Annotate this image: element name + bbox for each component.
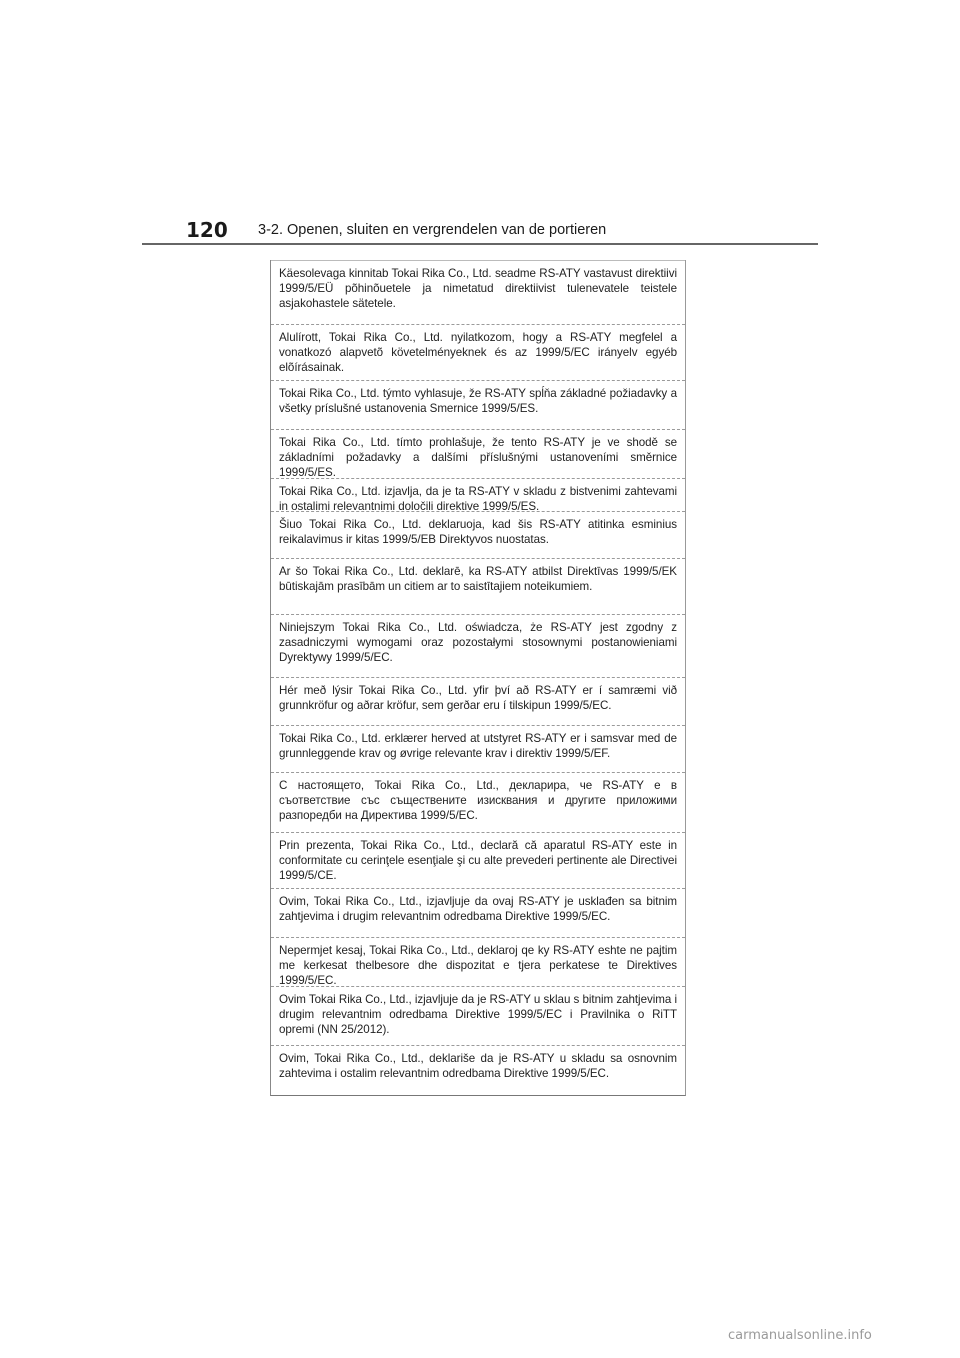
page-number: 120 (186, 218, 228, 242)
declaration-row-slovenian: Tokai Rika Co., Ltd. izjavlja, da je ta RS-ATY v skladu z bistvenimi zahtevami in ostalimi relevantnimi določili direktive 1999/5/ES. (271, 478, 685, 511)
declaration-row-bulgarian: С настоящето, Tokai Rika Co., Ltd., декларира, че RS-ATY е в съответствие със съществените изисквания и другите приложими разпоредби на Директива 1999/5/EC. (271, 772, 685, 832)
declaration-row-czech: Tokai Rika Co., Ltd. tímto prohlašuje, že tento RS-ATY je ve shodě se základními požadavky a dalšími příslušnými ustanoveními směrnice 1999/5/ES. (271, 429, 685, 478)
declaration-row-serbian: Ovim, Tokai Rika Co., Ltd., deklariše da je RS-ATY u skladu sa osnovnim zahtevima i ostalim relevantnim odredbama Direktive 1999/5/EC. (271, 1045, 685, 1096)
watermark: carmanualsonline.info (728, 1328, 872, 1343)
declaration-row-estonian: Käesolevaga kinnitab Tokai Rika Co., Ltd. seadme RS-ATY vastavust direktiivi 1999/5/EÜ põhinõuetele ja nimetatud direktiivist tulenevatele teistele asjakohastele sätetele. (271, 260, 685, 324)
declaration-row-hungarian: Alulírott, Tokai Rika Co., Ltd. nyilatkozom, hogy a RS-ATY megfelel a vonatkozó alapvetõ követelményeknek és az 1999/5/EC irányelv egyéb elõírásainak. (271, 324, 685, 380)
declaration-row-croatian: Ovim Tokai Rika Co., Ltd., izjavljuje da je RS-ATY u sklau s bitnim zahtjevima i drugim relevantnim odredbama Direktive 1999/5/EC i Pravilnika o RiTT opremi (NN 25/2012). (271, 986, 685, 1045)
declaration-row-latvian: Ar šo Tokai Rika Co., Ltd. deklarē, ka RS-ATY atbilst Direktīvas 1999/5/EK būtiskajām prasībām un citiem ar to saistītajiem noteikumiem. (271, 558, 685, 614)
declaration-row-icelandic: Hér með lýsir Tokai Rika Co., Ltd. yfir því að RS-ATY er í samræmi við grunnkröfur og aðrar kröfur, sem gerðar eru í tilskipun 1999/5/EC. (271, 677, 685, 725)
declarations-table (270, 260, 686, 1096)
declaration-row-lithuanian: Šiuo Tokai Rika Co., Ltd. deklaruoja, kad šis RS-ATY atitinka esminius reikalavimus ir kitas 1999/5/EB Direktyvos nuostatas. (271, 511, 685, 558)
declaration-row-bosnian: Ovim, Tokai Rika Co., Ltd., izjavljuje da ovaj RS-ATY je usklađen sa bitnim zahtjevima i drugim relevantnim odredbama Direktive 1999/5/EC. (271, 888, 685, 937)
declaration-row-albanian: Nepermjet kesaj, Tokai Rika Co., Ltd., deklaroj qe ky RS-ATY eshte ne pajtim me kerkesat thelbesore dhe dispozitat e tjera perkatese te Direktives 1999/5/EC. (271, 937, 685, 986)
declaration-row-norwegian: Tokai Rika Co., Ltd. erklærer herved at utstyret RS-ATY er i samsvar med de grunnleggende krav og øvrige relevante krav i direktiv 1999/5/EF. (271, 725, 685, 772)
declaration-row-romanian: Prin prezenta, Tokai Rika Co., Ltd., declară că aparatul RS-ATY este in conformitate cu cerinţele esenţiale şi cu alte prevederi pertinente ale Directivei 1999/5/CE. (271, 832, 685, 888)
declaration-row-polish: Niniejszym Tokai Rika Co., Ltd. oświadcza, że RS-ATY jest zgodny z zasadniczymi wymogami oraz pozostałymi stosownymi postanowieniami Dyrektywy 1999/5/EC. (271, 614, 685, 677)
declaration-row-slovak: Tokai Rika Co., Ltd. týmto vyhlasuje, že RS-ATY spĺňa základné požiadavky a všetky príslušné ustanovenia Smernice 1999/5/ES. (271, 380, 685, 429)
header-divider (142, 243, 818, 245)
section-title: 3-2. Openen, sluiten en vergrendelen van de portieren (258, 222, 607, 238)
